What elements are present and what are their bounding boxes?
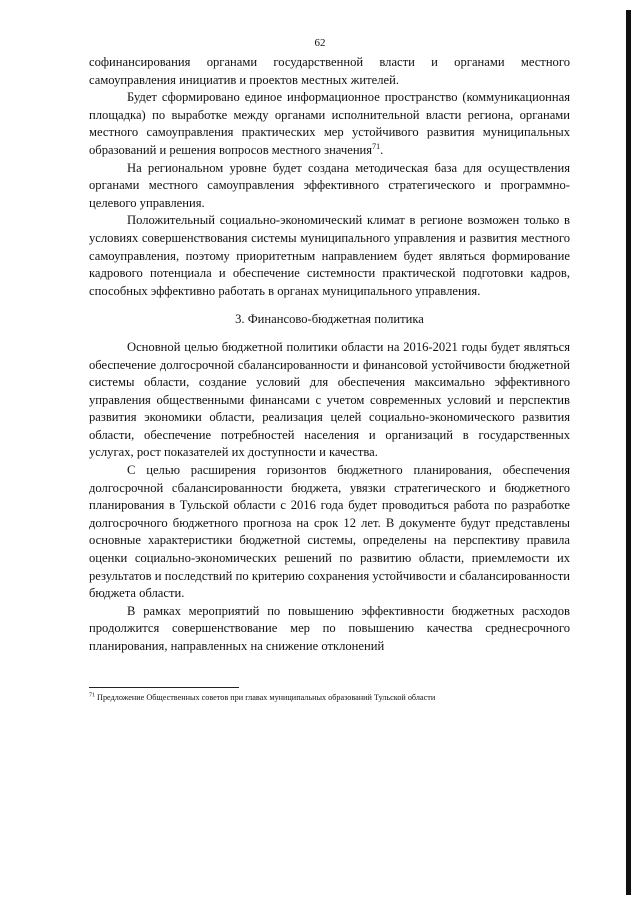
paragraph-budget-goal: Основной целью бюджетной политики области на 2016-2021 годы будет являться обеспечение долгосрочной сбалансированности и финансовой устойчивости бюджетной системы области, создание условий для обеспечения максимально эффективного управления общественными финансами с учетом современных условий и перспектив развития экономики области, реализация целей социально-экономического развития области, обеспечение потребностей населения и организаций в государственных услугах, рост показателей их доступности и качества.	[89, 339, 570, 460]
paragraph-cofinancing: софинансирования органами государственной власти и органами местного самоуправления инициатив и проектов местных жителей.	[89, 55, 570, 87]
paragraph-methodical-base: На региональном уровне будет создана методическая база для осуществления органами местного самоуправления эффективного стратегического и программно-целевого управления.	[89, 160, 570, 210]
section-heading: 3. Финансово-бюджетная политика	[235, 312, 424, 327]
footnote-divider	[89, 687, 239, 688]
paragraph-expense-efficiency: В рамках мероприятий по повышению эффективности бюджетных расходов продолжится совершенствование мер по повышению качества среднесрочного планирования, направленных на снижение отклонений	[89, 603, 570, 653]
footnote-text: Предложение Общественных советов при главах муниципальных образований Тульской области	[95, 693, 436, 702]
footnote	[89, 692, 570, 703]
paragraph-social-climate: Положительный социально-экономический климат в регионе возможен только в условиях совершенствования системы муниципального управления и развития местного самоуправления, поэтому приоритетным направлением будет являться формирование кадрового потенциала и обеспечение системности практической подготовки кадров, способных эффективно работать в органах муниципального управления.	[89, 213, 570, 298]
paragraph-budget-forecast: С целью расширения горизонтов бюджетного планирования, обеспечения долгосрочной сбалансированности бюджета, увязки стратегического и бюджетного планирования в Тульской области с 2016 года будет проводиться работа по разработке долгосрочного бюджетного прогноза на срок 12 лет. В документе будут представлены основные характеристики бюджетной системы, определены на перспективу правила оценки социально-экономических решений по развитию области, приемлемости их результатов и последствий по критерию сохранения устойчивости и сбалансированности бюджета области.	[89, 463, 570, 601]
page-number: 62	[314, 37, 326, 49]
paragraph-information-space	[89, 89, 570, 159]
footnote-number: 71	[89, 692, 95, 699]
paragraph-information-space-text: Будет сформировано единое информационное пространство (коммуникационная площадка) по выработке между органами исполнительной власти региона, органами местного самоуправления практических мер устойчивого развития муниципальных образований и решения вопросов местного значения	[89, 90, 570, 157]
page-body	[89, 54, 570, 656]
footnote-reference[interactable]: 71	[372, 141, 381, 151]
scan-edge-bar	[626, 10, 631, 895]
paragraph-end-period: .	[380, 142, 384, 157]
